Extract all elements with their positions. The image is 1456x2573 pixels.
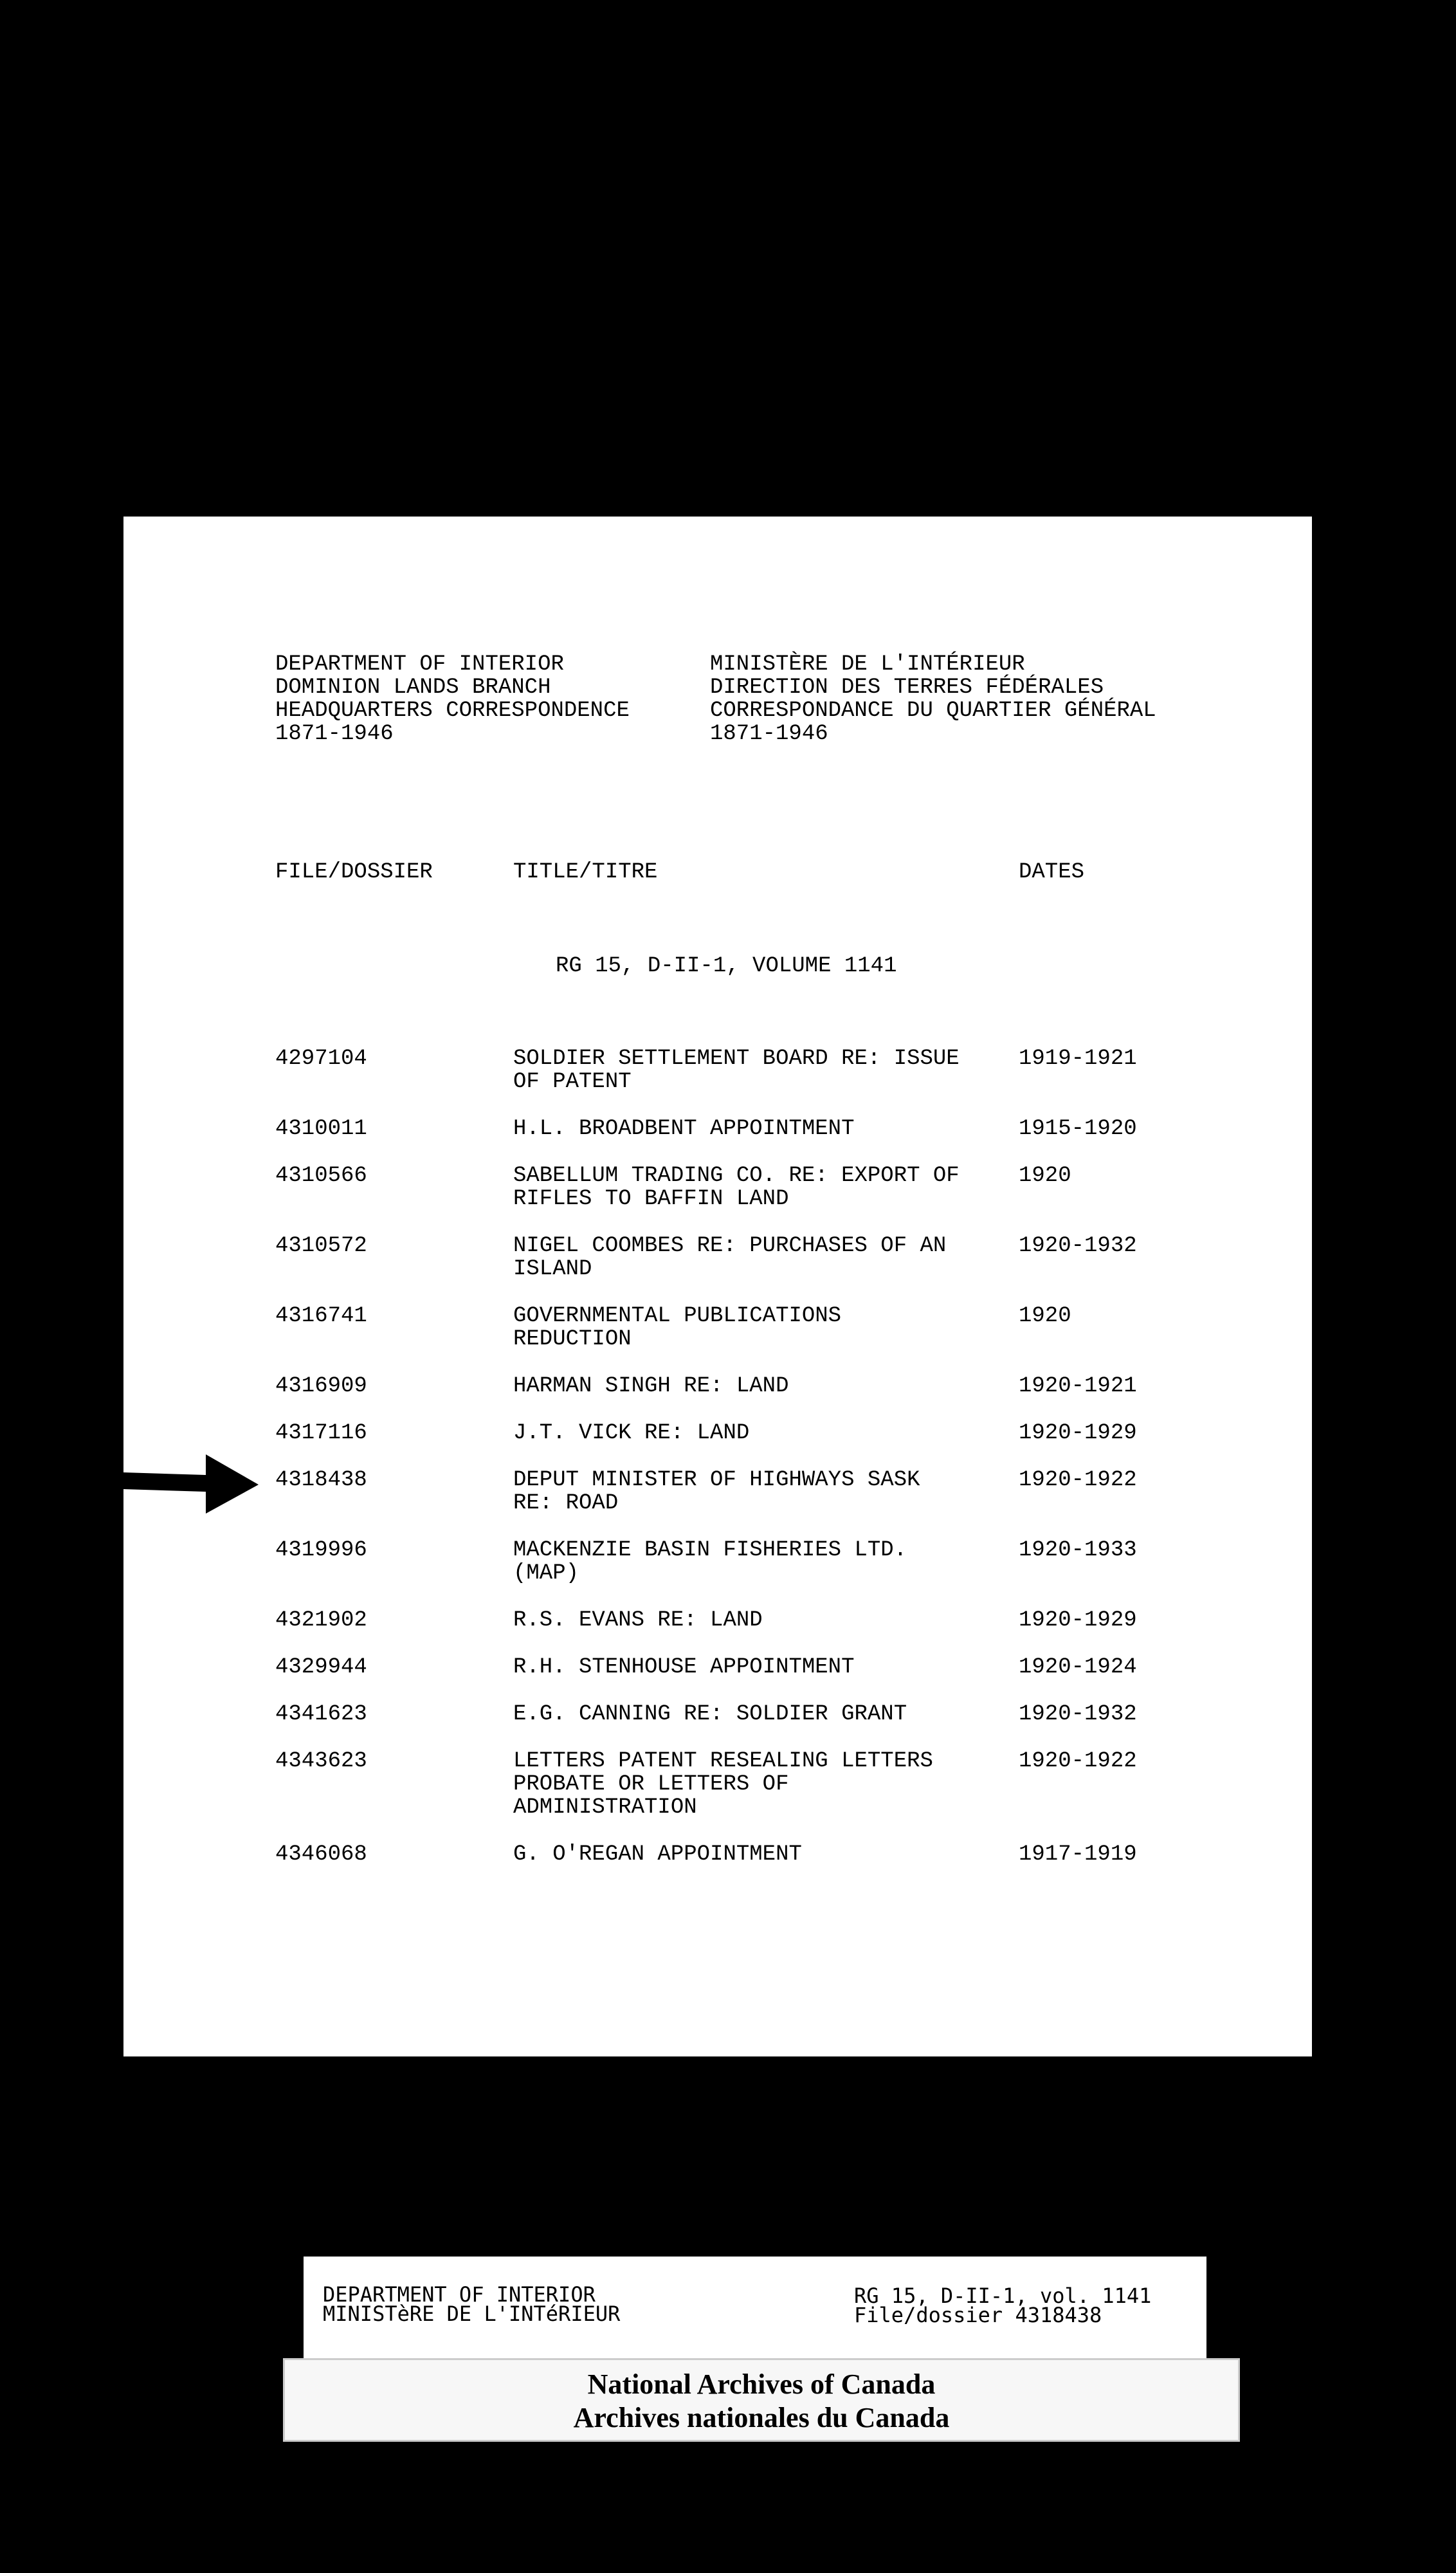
file-row [275,1750,1240,1819]
file-number: 4346068 [275,1842,367,1867]
file-row [275,1656,1240,1679]
label-line: File/dossier 4318438 [854,2303,1102,2327]
file-number: 4310566 [275,1164,367,1188]
file-title-line: SABELLUM TRADING CO. RE: EXPORT OF [513,1164,960,1188]
file-title-line: J.T. VICK RE: LAND [513,1421,750,1445]
file-title [513,1422,1019,1445]
file-row [275,1164,1240,1211]
file-number: 4316909 [275,1374,367,1398]
header-line: DIRECTION DES TERRES FÉDÉRALES [710,675,1104,700]
file-dates: 1920-1922 [1019,1468,1137,1492]
file-number: 4329944 [275,1655,367,1680]
file-title-line: R.S. EVANS RE: LAND [513,1608,763,1633]
header-line: CORRESPONDANCE DU QUARTIER GÉNÉRAL [710,699,1156,723]
archives-name-english: National Archives of Canada [587,2368,936,2400]
file-number: 4297104 [275,1047,367,1071]
file-number: 4317116 [275,1421,367,1445]
file-row [275,1047,1240,1094]
label-line: MINISTèRE DE L'INTéRIEUR [323,2302,621,2326]
file-title [513,1703,1019,1726]
file-title [513,1656,1019,1679]
document-page [123,517,1312,2056]
file-title-line: RIFLES TO BAFFIN LAND [513,1187,789,1211]
file-number: 4343623 [275,1749,367,1773]
header-english [275,653,630,746]
file-title [513,1234,1019,1281]
file-dates: 1920 [1019,1164,1071,1188]
file-number: 4318438 [275,1468,367,1492]
file-row [275,1305,1240,1351]
file-dates: 1920-1932 [1019,1234,1137,1258]
file-title [513,1164,1019,1211]
file-row [275,1234,1240,1281]
label-department [323,2282,621,2326]
file-title [513,1305,1019,1351]
file-row [275,1843,1240,1866]
archives-banner [283,2358,1240,2442]
file-dates: 1920-1922 [1019,1749,1137,1773]
header-line: DOMINION LANDS BRANCH [275,675,551,700]
file-title-line: H.L. BROADBENT APPOINTMENT [513,1117,855,1141]
file-dates: 1915-1920 [1019,1117,1137,1141]
file-dates: 1920-1932 [1019,1702,1137,1726]
header-line: 1871-1946 [710,722,828,746]
file-title-line: R.H. STENHOUSE APPOINTMENT [513,1655,855,1680]
header-line: MINISTÈRE DE L'INTÉRIEUR [710,652,1025,677]
header-french [710,653,1156,746]
file-title-line: E.G. CANNING RE: SOLDIER GRANT [513,1702,907,1726]
file-title-line: LETTERS PATENT RESEALING LETTERS [513,1749,933,1773]
file-dates: 1920 [1019,1304,1071,1328]
label-line: DEPARTMENT OF INTERIOR [323,2282,596,2307]
file-title-line: NIGEL COOMBES RE: PURCHASES OF AN [513,1234,947,1258]
label-reference [854,2286,1151,2325]
file-number: 4341623 [275,1702,367,1726]
file-row [275,1375,1240,1398]
file-list [275,1047,1240,1890]
file-title-line: HARMAN SINGH RE: LAND [513,1374,789,1398]
file-row [275,1703,1240,1726]
file-title-line: RE: ROAD [513,1491,619,1515]
file-row [275,1117,1240,1140]
file-title-line: SOLDIER SETTLEMENT BOARD RE: ISSUE [513,1047,960,1071]
file-title-line: G. O'REGAN APPOINTMENT [513,1842,802,1867]
file-title-line: REDUCTION [513,1327,632,1351]
file-title-line: PROBATE OR LETTERS OF [513,1772,789,1797]
column-header-dates: DATES [1019,860,1085,884]
file-title-line: (MAP) [513,1561,579,1586]
pointer-arrow-icon [123,1449,259,1514]
file-title-line: GOVERNMENTAL PUBLICATIONS [513,1304,842,1328]
file-row [275,1609,1240,1632]
archives-name-french: Archives nationales du Canada [573,2402,950,2433]
file-title-line: DEPUT MINISTER OF HIGHWAYS SASK [513,1468,920,1492]
column-header-file: FILE/DOSSIER [275,860,433,884]
header-line: 1871-1946 [275,722,394,746]
label-line: RG 15, D-II-1, vol. 1141 [854,2284,1152,2308]
file-title [513,1539,1019,1585]
file-dates: 1920-1933 [1019,1538,1137,1562]
file-dates: 1919-1921 [1019,1047,1137,1071]
file-number: 4316741 [275,1304,367,1328]
header-line: HEADQUARTERS CORRESPONDENCE [275,699,630,723]
file-row [275,1469,1240,1515]
file-number: 4310572 [275,1234,367,1258]
file-title [513,1469,1019,1515]
file-dates: 1920-1924 [1019,1655,1137,1680]
column-header-title: TITLE/TITRE [513,860,658,884]
file-title [513,1117,1019,1140]
reference-label [304,2257,1206,2358]
file-title-line: MACKENZIE BASIN FISHERIES LTD. [513,1538,907,1562]
file-title-line: ADMINISTRATION [513,1795,697,1820]
file-number: 4321902 [275,1608,367,1633]
file-title [513,1609,1019,1632]
file-title [513,1750,1019,1819]
file-title [513,1843,1019,1866]
file-number: 4319996 [275,1538,367,1562]
header-line: DEPARTMENT OF INTERIOR [275,652,564,677]
file-number: 4310011 [275,1117,367,1141]
file-dates: 1920-1929 [1019,1421,1137,1445]
file-title-line: ISLAND [513,1257,592,1281]
file-dates: 1920-1929 [1019,1608,1137,1633]
file-row [275,1422,1240,1445]
file-title [513,1047,1019,1094]
file-dates: 1920-1921 [1019,1374,1137,1398]
volume-heading: RG 15, D-II-1, VOLUME 1141 [556,954,897,978]
file-title-line: OF PATENT [513,1070,632,1094]
file-dates: 1917-1919 [1019,1842,1137,1867]
file-title [513,1375,1019,1398]
file-row [275,1539,1240,1585]
